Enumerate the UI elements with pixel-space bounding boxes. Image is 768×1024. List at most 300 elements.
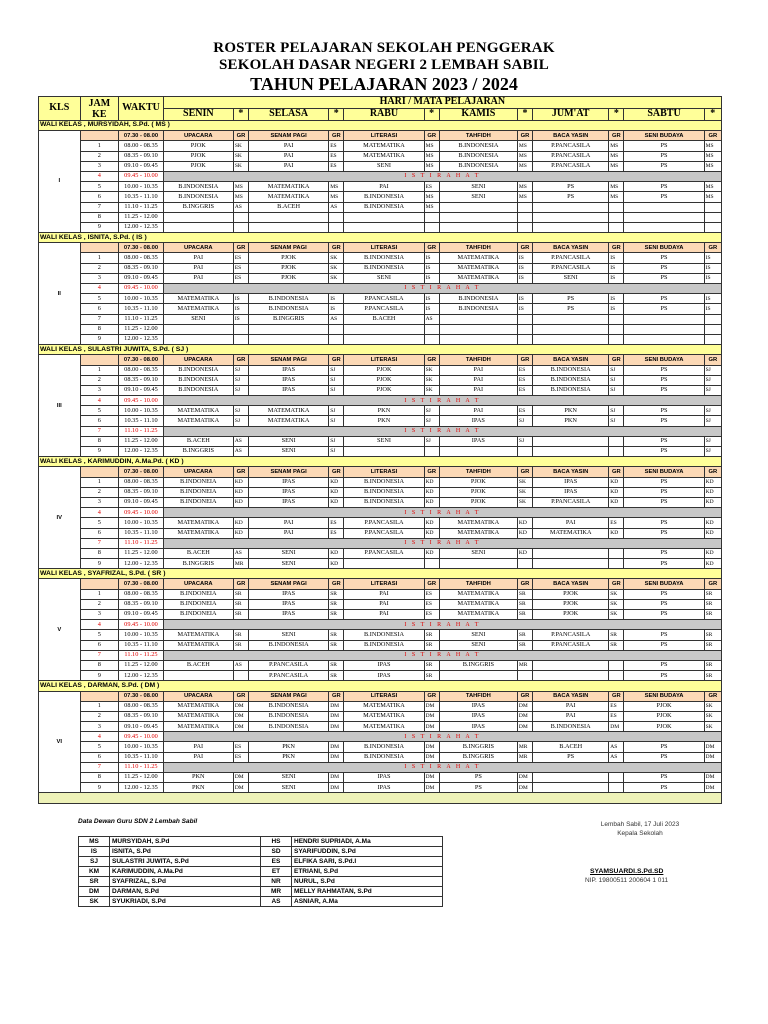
teacher-code-cell: ES bbox=[329, 161, 344, 171]
teacher-code-cell: MS bbox=[424, 202, 439, 212]
teacher-name: NURUL, S.Pd bbox=[292, 877, 443, 887]
subject-cell: P.PANCASILA bbox=[344, 528, 424, 538]
time-cell: 12.00 - 12.35 bbox=[119, 671, 164, 681]
teacher-code-header: GR bbox=[329, 691, 344, 701]
teacher-code-cell: SJ bbox=[517, 416, 532, 426]
teacher-row bbox=[79, 847, 443, 857]
teacher-code-cell: ES bbox=[424, 182, 439, 192]
teacher-code-cell: SJ bbox=[609, 385, 624, 395]
subject-cell: PAI bbox=[163, 752, 233, 762]
teacher-code: NR bbox=[261, 877, 292, 887]
subject-cell: PS bbox=[624, 365, 704, 375]
jam-ke-cell: 7 bbox=[80, 202, 119, 212]
subject-cell: B.INDONESIA bbox=[249, 701, 329, 711]
teacher-code-cell: DM bbox=[517, 783, 532, 793]
subject-cell: B.INDONESIA bbox=[163, 385, 233, 395]
time-cell: 07.30 - 08.00 bbox=[119, 355, 164, 365]
subject-cell: PAI bbox=[249, 141, 329, 151]
subject-cell: PJOK bbox=[344, 385, 424, 395]
teacher-code-cell: KD bbox=[424, 528, 439, 538]
teacher-code-cell: ES bbox=[329, 528, 344, 538]
break-bar: I S T I R A H A T bbox=[163, 650, 721, 660]
teacher-code-cell: MS bbox=[424, 141, 439, 151]
subject-cell: B.INDONEIA bbox=[163, 487, 233, 497]
table-end-band bbox=[39, 793, 722, 803]
subject-cell: IPAS bbox=[344, 671, 424, 681]
subject-cell bbox=[624, 334, 704, 344]
subject-cell: PJOK bbox=[624, 701, 704, 711]
subject-cell bbox=[624, 324, 704, 334]
teacher-code-cell: SR bbox=[609, 640, 624, 650]
subject-cell: PJOK bbox=[163, 141, 233, 151]
activity-label: LITERASI bbox=[344, 467, 424, 477]
subject-cell: PS bbox=[624, 599, 704, 609]
teacher-code-cell: KD bbox=[609, 487, 624, 497]
subject-cell: PS bbox=[624, 447, 704, 457]
teacher-code-cell: KD bbox=[517, 528, 532, 538]
jam-ke-cell bbox=[80, 131, 119, 141]
teacher-row bbox=[79, 897, 443, 907]
teacher-code-cell: SR bbox=[329, 589, 344, 599]
header-day-sabtu: SABTU bbox=[624, 109, 704, 121]
subject-cell: PAI bbox=[249, 161, 329, 171]
schedule-row bbox=[39, 762, 722, 772]
teacher-code-header: GR bbox=[609, 243, 624, 253]
subject-cell: MATEMATIKA bbox=[344, 701, 424, 711]
teacher-name: MELLY RAHMATAN, S.Pd bbox=[292, 887, 443, 897]
schedule-row bbox=[39, 182, 722, 192]
subject-cell: SENI bbox=[249, 773, 329, 783]
teacher-code-cell: SR bbox=[424, 660, 439, 670]
class-roman-numeral: IV bbox=[39, 467, 81, 569]
principal-name: SYAMSUARDI.S.Pd.SD bbox=[590, 868, 664, 875]
teacher-code-header: GR bbox=[609, 691, 624, 701]
teacher-code-cell: DM bbox=[329, 722, 344, 732]
activity-label: BACA YASIN bbox=[533, 131, 609, 141]
subject-cell bbox=[439, 212, 517, 222]
subject-cell: B.INDONEIA bbox=[163, 599, 233, 609]
teacher-code-cell bbox=[233, 334, 248, 344]
jam-ke-cell: 6 bbox=[80, 640, 119, 650]
subject-cell: PAI bbox=[344, 610, 424, 620]
teacher-code-cell: KD bbox=[424, 487, 439, 497]
teacher-code-cell: KD bbox=[517, 518, 532, 528]
subject-cell: SENI bbox=[163, 314, 233, 324]
subject-cell: B.INDONESIA bbox=[533, 385, 609, 395]
subject-cell: B.INDONEIA bbox=[163, 589, 233, 599]
teacher-code-cell: KD bbox=[609, 528, 624, 538]
teacher-code-header: GR bbox=[704, 243, 721, 253]
subject-cell bbox=[439, 202, 517, 212]
schedule-row bbox=[39, 528, 722, 538]
teacher-code-cell bbox=[517, 314, 532, 324]
teacher-code-cell bbox=[609, 334, 624, 344]
subject-cell: PS bbox=[624, 660, 704, 670]
jam-ke-cell: 7 bbox=[80, 314, 119, 324]
header-star: * bbox=[424, 109, 439, 121]
teacher-code-header: GR bbox=[704, 131, 721, 141]
subject-cell: PS bbox=[624, 671, 704, 681]
subject-cell bbox=[249, 222, 329, 232]
teacher-code-cell: SR bbox=[233, 630, 248, 640]
teacher-code-cell: IS bbox=[517, 253, 532, 263]
subject-cell: PS bbox=[624, 375, 704, 385]
subject-cell: PS bbox=[624, 752, 704, 762]
teacher-code: DM bbox=[79, 887, 110, 897]
schedule-row bbox=[39, 171, 722, 181]
place-date: Lembah Sabil, 17 Juli 2023 bbox=[600, 821, 680, 828]
wali-kelas-row bbox=[39, 681, 722, 691]
teacher-code-cell: ES bbox=[424, 589, 439, 599]
subject-cell: MATEMATIKA bbox=[163, 518, 233, 528]
subject-cell: PJOK bbox=[624, 711, 704, 721]
subject-cell: B.INDONESIA bbox=[439, 141, 517, 151]
activity-label: UPACARA bbox=[163, 131, 233, 141]
teacher-code-cell: IS bbox=[704, 273, 721, 283]
time-cell: 08.00 - 08.35 bbox=[119, 141, 164, 151]
time-cell: 11.25 - 12.00 bbox=[119, 773, 164, 783]
teacher-code-cell: SJ bbox=[329, 436, 344, 446]
wali-kelas-row bbox=[39, 121, 722, 131]
subject-cell bbox=[439, 447, 517, 457]
subject-cell: PKN bbox=[533, 416, 609, 426]
teacher-name: ETRIANI, S.Pd bbox=[292, 867, 443, 877]
subject-cell: B.INDONESIA bbox=[439, 151, 517, 161]
teacher-code-cell: SK bbox=[517, 487, 532, 497]
teacher-code-header: GR bbox=[704, 467, 721, 477]
teacher-code-cell: SJ bbox=[704, 447, 721, 457]
wali-kelas-label: WALI KELAS , KARIMUDDIN, A.Ma.Pd. ( KD ) bbox=[39, 457, 722, 467]
teacher-code-header: GR bbox=[609, 355, 624, 365]
teacher-code-cell: MS bbox=[233, 192, 248, 202]
teacher-code-cell: SR bbox=[704, 640, 721, 650]
teacher-code-cell bbox=[704, 314, 721, 324]
subject-cell: B.INDONESIA bbox=[439, 161, 517, 171]
teacher-code: SD bbox=[261, 847, 292, 857]
subject-cell: PS bbox=[624, 385, 704, 395]
subject-cell: IPAS bbox=[533, 487, 609, 497]
teacher-code-cell: SK bbox=[609, 599, 624, 609]
subject-cell: PS bbox=[439, 783, 517, 793]
teacher-code-cell: SJ bbox=[329, 447, 344, 457]
teacher-code-cell: SJ bbox=[329, 406, 344, 416]
subject-cell: MATEMATIKA bbox=[163, 722, 233, 732]
subject-cell: PAI bbox=[344, 599, 424, 609]
teacher-code-cell: KD bbox=[329, 548, 344, 558]
subject-cell: P.PANCASILA bbox=[533, 630, 609, 640]
subject-cell: PS bbox=[624, 304, 704, 314]
teacher-code-cell: SJ bbox=[704, 375, 721, 385]
subject-cell: PJOK bbox=[163, 161, 233, 171]
subject-cell: MATEMATIKA bbox=[163, 630, 233, 640]
activity-label: SENAM PAGI bbox=[249, 467, 329, 477]
teacher-name: SYAFRIZAL, S.Pd bbox=[110, 877, 261, 887]
header-hari: HARI / MATA PELAJARAN bbox=[163, 97, 721, 109]
subject-cell: P.PANCASILA bbox=[344, 518, 424, 528]
teacher-code-cell: MS bbox=[329, 192, 344, 202]
subject-cell: IPAS bbox=[439, 701, 517, 711]
subject-cell: B.ACEH bbox=[163, 660, 233, 670]
teacher-code-cell: SJ bbox=[609, 375, 624, 385]
teacher-code-cell: DM bbox=[329, 783, 344, 793]
teacher-code-cell: SK bbox=[424, 375, 439, 385]
subject-cell: PS bbox=[624, 773, 704, 783]
teacher-code-cell: SJ bbox=[329, 375, 344, 385]
time-cell: 10.00 - 10.35 bbox=[119, 182, 164, 192]
subject-cell: SENI bbox=[249, 630, 329, 640]
subject-cell: MATEMATIKA bbox=[344, 151, 424, 161]
teacher-row bbox=[79, 887, 443, 897]
subject-cell: IPAS bbox=[439, 416, 517, 426]
teacher-code-cell: DM bbox=[329, 701, 344, 711]
schedule-row bbox=[39, 294, 722, 304]
jam-ke-cell: 1 bbox=[80, 701, 119, 711]
header-jam-ke: JAM KE bbox=[80, 97, 119, 121]
subject-cell: B.INDONESIA bbox=[163, 375, 233, 385]
teacher-code-cell: ES bbox=[517, 365, 532, 375]
wali-kelas-row bbox=[39, 457, 722, 467]
teacher-code-header: GR bbox=[329, 355, 344, 365]
schedule-row bbox=[39, 385, 722, 395]
subject-cell: MATEMATIKA bbox=[249, 182, 329, 192]
jam-ke-cell: 4 bbox=[80, 396, 119, 406]
teacher-code-header: GR bbox=[329, 579, 344, 589]
teacher-code-cell: SJ bbox=[704, 385, 721, 395]
teacher-code-cell: AS bbox=[233, 660, 248, 670]
teacher-code-cell: SR bbox=[704, 610, 721, 620]
teacher-code-cell bbox=[704, 202, 721, 212]
schedule-row bbox=[39, 559, 722, 569]
teacher-code-cell: ES bbox=[233, 742, 248, 752]
subject-cell: B.INDONESIA bbox=[344, 263, 424, 273]
subject-cell: PS bbox=[439, 773, 517, 783]
teacher-code-header: GR bbox=[609, 579, 624, 589]
subject-cell: B.INDONESIA bbox=[249, 294, 329, 304]
teacher-code-cell: SK bbox=[424, 365, 439, 375]
teacher-code-cell: MS bbox=[609, 182, 624, 192]
time-cell: 10.35 - 11.10 bbox=[119, 752, 164, 762]
teacher-code-cell: AS bbox=[609, 742, 624, 752]
class-roman-numeral: V bbox=[39, 579, 81, 681]
jam-ke-cell: 2 bbox=[80, 375, 119, 385]
schedule-row bbox=[39, 660, 722, 670]
jam-ke-cell: 3 bbox=[80, 273, 119, 283]
teacher-code: AS bbox=[261, 897, 292, 907]
subject-cell: IPAS bbox=[249, 610, 329, 620]
time-cell: 08.35 - 09.10 bbox=[119, 599, 164, 609]
schedule-row bbox=[39, 314, 722, 324]
teacher-code-cell: ES bbox=[609, 701, 624, 711]
teacher-code-cell: SJ bbox=[517, 436, 532, 446]
subject-cell bbox=[533, 334, 609, 344]
subject-cell bbox=[163, 212, 233, 222]
teacher-code-cell: SK bbox=[517, 497, 532, 507]
subject-cell: P.PANCASILA bbox=[344, 304, 424, 314]
class-roman-numeral: III bbox=[39, 355, 81, 457]
time-cell: 10.00 - 10.35 bbox=[119, 630, 164, 640]
time-cell: 10.00 - 10.35 bbox=[119, 406, 164, 416]
teacher-code-cell: ES bbox=[233, 263, 248, 273]
subject-cell: PS bbox=[533, 182, 609, 192]
subject-cell: PAI bbox=[533, 701, 609, 711]
subject-cell bbox=[533, 314, 609, 324]
subject-cell: IPAS bbox=[249, 375, 329, 385]
break-bar: I S T I R A H A T bbox=[163, 171, 721, 181]
teacher-code: ES bbox=[261, 857, 292, 867]
subject-cell bbox=[344, 324, 424, 334]
teacher-code-cell: ES bbox=[517, 375, 532, 385]
schedule-row bbox=[39, 732, 722, 742]
wali-kelas-row bbox=[39, 569, 722, 579]
subject-cell: P.PANCASILA bbox=[249, 671, 329, 681]
teacher-code-cell: MS bbox=[329, 182, 344, 192]
teacher-code-cell: SK bbox=[329, 273, 344, 283]
subject-cell: PKN bbox=[344, 416, 424, 426]
header-kls: KLS bbox=[39, 97, 81, 121]
schedule-row bbox=[39, 742, 722, 752]
jam-ke-cell bbox=[80, 467, 119, 477]
teacher-code-cell: IS bbox=[517, 273, 532, 283]
teacher-code-cell: MS bbox=[704, 161, 721, 171]
wali-kelas-label: WALI KELAS , DARMAN, S.Pd. ( DM ) bbox=[39, 681, 722, 691]
jam-ke-cell: 1 bbox=[80, 253, 119, 263]
subject-cell: PS bbox=[533, 294, 609, 304]
activity-label: LITERASI bbox=[344, 579, 424, 589]
teacher-code-cell: KD bbox=[329, 487, 344, 497]
teacher-code-table bbox=[78, 836, 443, 907]
jam-ke-cell: 2 bbox=[80, 263, 119, 273]
subject-cell: IPAS bbox=[439, 722, 517, 732]
time-cell: 11.25 - 12.00 bbox=[119, 548, 164, 558]
time-cell: 07.30 - 08.00 bbox=[119, 467, 164, 477]
subject-cell bbox=[624, 202, 704, 212]
time-cell: 10.00 - 10.35 bbox=[119, 294, 164, 304]
teacher-code-cell bbox=[424, 222, 439, 232]
teacher-code-cell: KD bbox=[329, 477, 344, 487]
subject-cell: B.INDONESIA bbox=[249, 711, 329, 721]
subject-cell: SENI bbox=[344, 436, 424, 446]
break-bar: I S T I R A H A T bbox=[163, 620, 721, 630]
subject-cell: P.PANCASILA bbox=[533, 263, 609, 273]
subject-cell: MATEMATIKA bbox=[439, 253, 517, 263]
subject-cell: P.PANCASILA bbox=[249, 660, 329, 670]
subject-cell: MATEMATIKA bbox=[249, 406, 329, 416]
time-cell: 10.35 - 11.10 bbox=[119, 304, 164, 314]
jam-ke-cell: 8 bbox=[80, 660, 119, 670]
subject-cell: P.PANCASILA bbox=[533, 253, 609, 263]
schedule-row bbox=[39, 222, 722, 232]
teacher-code-cell: DM bbox=[233, 773, 248, 783]
teacher-code-cell: DM bbox=[329, 773, 344, 783]
teacher-code-cell: SJ bbox=[233, 406, 248, 416]
teacher-code-cell: DM bbox=[424, 722, 439, 732]
subject-cell: SENI bbox=[439, 548, 517, 558]
header-star: * bbox=[517, 109, 532, 121]
time-cell: 11.10 - 11.25 bbox=[119, 426, 164, 436]
teacher-code-cell: IS bbox=[329, 304, 344, 314]
jam-ke-cell: 3 bbox=[80, 161, 119, 171]
schedule-row bbox=[39, 783, 722, 793]
subject-cell: B.INGGRIS bbox=[163, 202, 233, 212]
subject-cell bbox=[439, 222, 517, 232]
schedule-row bbox=[39, 773, 722, 783]
subject-cell bbox=[344, 212, 424, 222]
teacher-code-header: GR bbox=[517, 355, 532, 365]
teacher-code-cell: MR bbox=[517, 660, 532, 670]
subject-cell: PAI bbox=[163, 253, 233, 263]
break-bar: I S T I R A H A T bbox=[163, 508, 721, 518]
teacher-code-header: GR bbox=[517, 691, 532, 701]
teacher-code-cell: SK bbox=[233, 141, 248, 151]
subject-cell: B.INDONESIA bbox=[163, 182, 233, 192]
teacher-code-cell bbox=[329, 222, 344, 232]
jam-ke-cell: 5 bbox=[80, 518, 119, 528]
header-day-rabu: RABU bbox=[344, 109, 424, 121]
jam-ke-cell: 5 bbox=[80, 182, 119, 192]
activity-label: UPACARA bbox=[163, 691, 233, 701]
teacher-code-cell: MS bbox=[609, 192, 624, 202]
subject-cell: P.PANCASILA bbox=[533, 640, 609, 650]
subject-cell bbox=[249, 212, 329, 222]
subject-cell: PKN bbox=[533, 406, 609, 416]
subject-cell: SENI bbox=[249, 559, 329, 569]
teacher-code-cell: IS bbox=[233, 314, 248, 324]
jam-ke-cell: 5 bbox=[80, 742, 119, 752]
jam-ke-cell: 6 bbox=[80, 304, 119, 314]
schedule-row bbox=[39, 701, 722, 711]
teacher-code-cell: MR bbox=[517, 752, 532, 762]
subject-cell: SENI bbox=[439, 630, 517, 640]
header-day-jumat: JUM'AT bbox=[533, 109, 609, 121]
teacher-code-cell: SR bbox=[424, 630, 439, 640]
teacher-name: ISNITA, S.Pd bbox=[110, 847, 261, 857]
teacher-code-cell: MS bbox=[517, 151, 532, 161]
time-cell: 10.35 - 11.10 bbox=[119, 528, 164, 538]
teacher-name: SULASTRI JUWITA, S.Pd bbox=[110, 857, 261, 867]
schedule-row bbox=[39, 711, 722, 721]
teacher-code-cell: IS bbox=[609, 304, 624, 314]
activity-label: LITERASI bbox=[344, 355, 424, 365]
teacher-code-cell: KD bbox=[424, 548, 439, 558]
subject-cell bbox=[624, 222, 704, 232]
subject-cell: PS bbox=[624, 294, 704, 304]
teacher-code-cell: ES bbox=[329, 518, 344, 528]
teacher-code-cell: DM bbox=[704, 742, 721, 752]
schedule-row bbox=[39, 202, 722, 212]
teacher-code-cell: ES bbox=[233, 752, 248, 762]
teacher-code-cell: DM bbox=[704, 783, 721, 793]
teacher-code-cell: KD bbox=[609, 497, 624, 507]
teacher-code-cell: SJ bbox=[424, 406, 439, 416]
subject-cell bbox=[163, 222, 233, 232]
subject-cell: PAI bbox=[163, 263, 233, 273]
subject-cell: SENI bbox=[249, 447, 329, 457]
teacher-code-cell bbox=[517, 559, 532, 569]
teacher-code-cell: IS bbox=[704, 263, 721, 273]
jam-ke-cell: 1 bbox=[80, 589, 119, 599]
jam-ke-cell: 4 bbox=[80, 732, 119, 742]
teacher-code-cell: SJ bbox=[329, 385, 344, 395]
subject-cell: MATEMATIKA bbox=[163, 406, 233, 416]
subject-cell bbox=[439, 559, 517, 569]
subject-cell: PAI bbox=[163, 742, 233, 752]
teacher-code-cell: SJ bbox=[704, 365, 721, 375]
teacher-code-cell: SK bbox=[329, 253, 344, 263]
subject-cell: B.INDONESIA bbox=[344, 497, 424, 507]
teacher-code-cell bbox=[517, 324, 532, 334]
teacher-code-cell: DM bbox=[233, 783, 248, 793]
teacher-code-cell: SR bbox=[704, 599, 721, 609]
